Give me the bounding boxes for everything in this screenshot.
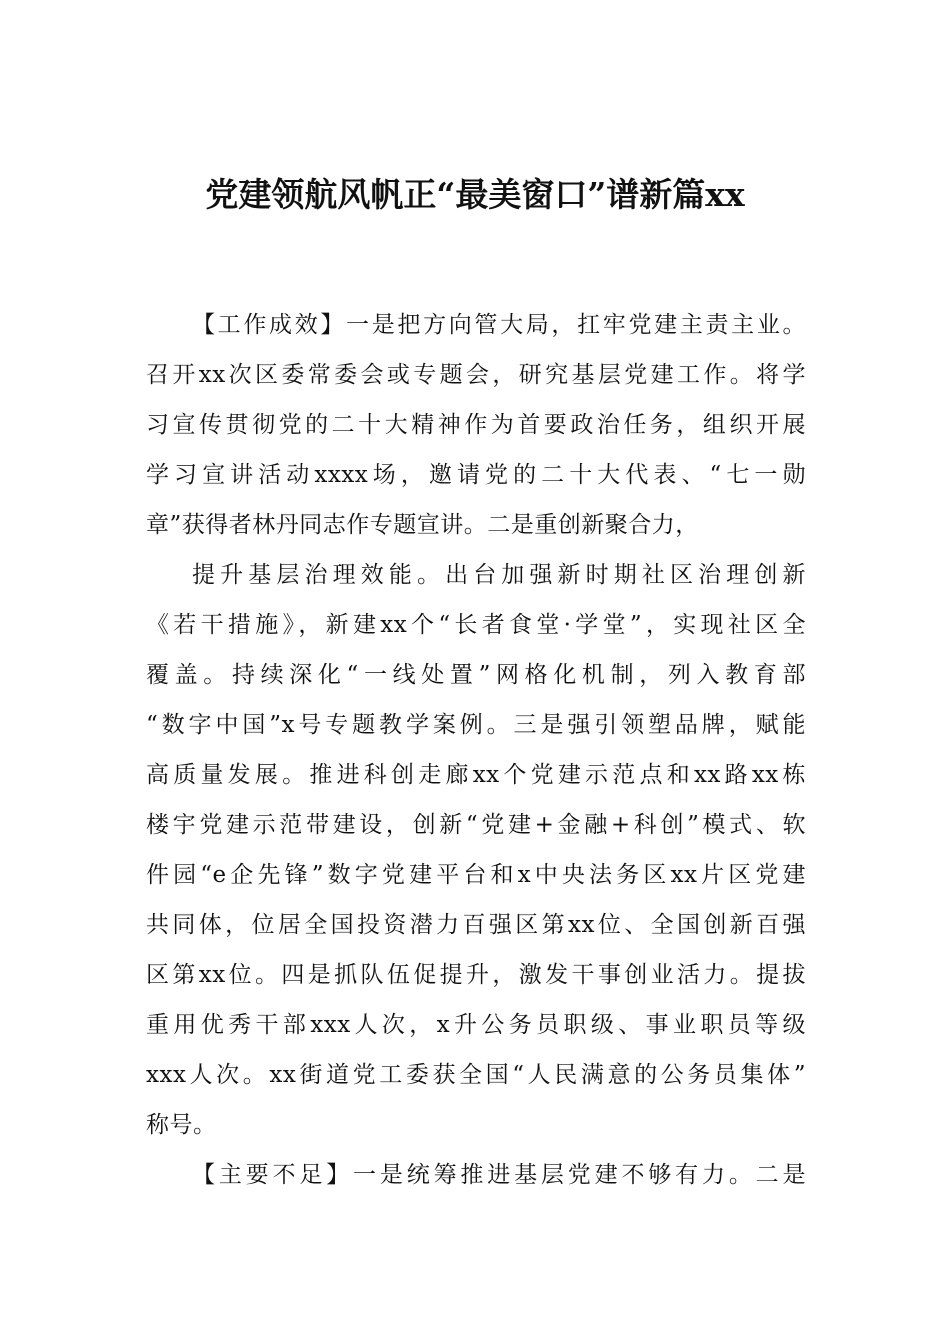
text-line: 件园“e企先锋”数字党建平台和x中央法务区xx片区党建 [146,862,806,888]
text-line: 习宣传贯彻党的二十大精神作为首要政治任务，组织开展 [146,412,806,438]
text-line: 共同体，位居全国投资潜力百强区第xx位、全国创新百强 [146,912,806,938]
text-line: 【工作成效】一是把方向管大局，扛牢党建主责主业。 [192,312,806,338]
text-line: 学习宣讲活动xxxx场，邀请党的二十大代表、“七一勋 [146,462,806,488]
text-line: 召开xx次区委常委会或专题会，研究基层党建工作。将学 [146,362,806,388]
paragraph-governance [146,550,806,1150]
text-line: 区第xx位。四是抓队伍促提升，激发干事创业活力。提拔 [146,962,806,988]
text-line: 高质量发展。推进科创走廊xx个党建示范点和xx路xx栋 [146,762,806,788]
document-title: 党建领航风帆正“最美窗口”谱新篇xx [205,175,745,214]
text-line: 重用优秀干部xxx人次，x升公务员职级、事业职员等级 [146,1012,806,1038]
text-line: xxx人次。xx街道党工委获全国“人民满意的公务员集体” [146,1062,806,1088]
paragraph-achievements [146,300,806,550]
text-line: 称号。 [146,1112,217,1138]
paragraph-shortcomings [146,1150,806,1200]
text-line: 【主要不足】一是统筹推进基层党建不够有力。二是 [192,1162,806,1188]
text-line: 《若干措施》，新建xx个“长者食堂·学堂”，实现社区全 [146,612,806,638]
text-line: 提升基层治理效能。出台加强新时期社区治理创新 [192,562,806,588]
document-body [146,300,806,1200]
text-line: 章”获得者林丹同志作专题宣讲。二是重创新聚合力， [146,512,699,538]
text-line: “数字中国”x号专题教学案例。三是强引领塑品牌，赋能 [146,712,806,738]
text-line: 覆盖。持续深化“一线处置”网格化机制，列入教育部 [146,662,806,688]
text-line: 楼宇党建示范带建设，创新“党建+金融+科创”模式、软 [146,812,806,838]
